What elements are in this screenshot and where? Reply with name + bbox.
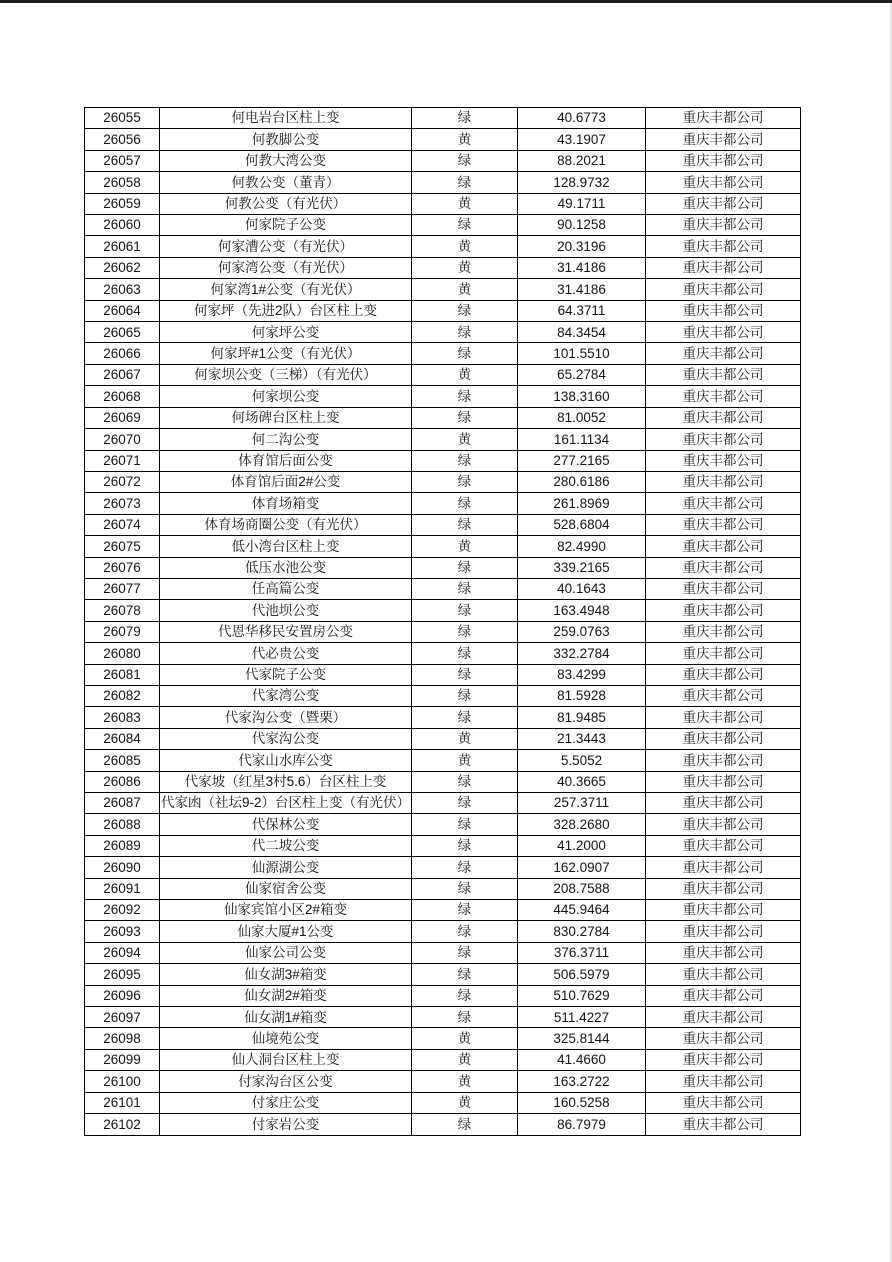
value-cell: 40.3665	[518, 771, 646, 792]
name-cell: 体育馆后面公变	[160, 450, 412, 471]
value-cell: 163.2722	[518, 1071, 646, 1092]
value-cell: 162.0907	[518, 857, 646, 878]
name-cell: 代池坝公变	[160, 600, 412, 621]
name-cell: 低压水池公变	[160, 557, 412, 578]
row-id-cell: 26072	[85, 471, 160, 492]
company-cell: 重庆丰都公司	[646, 900, 801, 921]
value-cell: 325.8144	[518, 1028, 646, 1049]
table-row	[85, 985, 801, 1006]
status-cell: 绿	[412, 1114, 518, 1135]
name-cell: 何教公变（有光伏）	[160, 193, 412, 214]
value-cell: 528.6804	[518, 514, 646, 535]
company-cell: 重庆丰都公司	[646, 172, 801, 193]
status-cell: 绿	[412, 450, 518, 471]
company-cell: 重庆丰都公司	[646, 450, 801, 471]
name-cell: 何家坪公变	[160, 322, 412, 343]
table-row	[85, 193, 801, 214]
value-cell: 445.9464	[518, 900, 646, 921]
company-cell: 重庆丰都公司	[646, 407, 801, 428]
status-cell: 绿	[412, 835, 518, 856]
name-cell: 仙人洞台区柱上变	[160, 1049, 412, 1070]
company-cell: 重庆丰都公司	[646, 1114, 801, 1135]
row-id-cell: 26078	[85, 600, 160, 621]
table-row	[85, 793, 801, 814]
row-id-cell: 26055	[85, 108, 160, 129]
value-cell: 830.2784	[518, 921, 646, 942]
value-cell: 31.4186	[518, 279, 646, 300]
table-row	[85, 1092, 801, 1113]
row-id-cell: 26098	[85, 1028, 160, 1049]
name-cell: 低小湾台区柱上变	[160, 536, 412, 557]
name-cell: 仙女湖1#箱变	[160, 1007, 412, 1028]
table-row	[85, 900, 801, 921]
table-row	[85, 471, 801, 492]
name-cell: 仙境苑公变	[160, 1028, 412, 1049]
row-id-cell: 26090	[85, 857, 160, 878]
name-cell: 代家沟公变	[160, 728, 412, 749]
status-cell: 绿	[412, 921, 518, 942]
table-row	[85, 621, 801, 642]
value-cell: 31.4186	[518, 257, 646, 278]
table-row	[85, 386, 801, 407]
status-cell: 绿	[412, 878, 518, 899]
value-cell: 280.6186	[518, 471, 646, 492]
status-cell: 绿	[412, 108, 518, 129]
value-cell: 128.9732	[518, 172, 646, 193]
table-row	[85, 279, 801, 300]
status-cell: 绿	[412, 793, 518, 814]
table-row	[85, 921, 801, 942]
name-cell: 付家庄公变	[160, 1092, 412, 1113]
company-cell: 重庆丰都公司	[646, 578, 801, 599]
company-cell: 重庆丰都公司	[646, 1071, 801, 1092]
table-row	[85, 814, 801, 835]
status-cell: 绿	[412, 900, 518, 921]
row-id-cell: 26057	[85, 150, 160, 171]
name-cell: 仙家宿舍公变	[160, 878, 412, 899]
value-cell: 163.4948	[518, 600, 646, 621]
row-id-cell: 26095	[85, 964, 160, 985]
company-cell: 重庆丰都公司	[646, 429, 801, 450]
row-id-cell: 26058	[85, 172, 160, 193]
row-id-cell: 26094	[85, 942, 160, 963]
status-cell: 绿	[412, 643, 518, 664]
value-cell: 90.1258	[518, 215, 646, 236]
value-cell: 49.1711	[518, 193, 646, 214]
table-row	[85, 300, 801, 321]
value-cell: 506.5979	[518, 964, 646, 985]
value-cell: 65.2784	[518, 364, 646, 385]
company-cell: 重庆丰都公司	[646, 536, 801, 557]
row-id-cell: 26101	[85, 1092, 160, 1113]
name-cell: 代保林公变	[160, 814, 412, 835]
status-cell: 绿	[412, 857, 518, 878]
value-cell: 161.1134	[518, 429, 646, 450]
company-cell: 重庆丰都公司	[646, 814, 801, 835]
value-cell: 83.4299	[518, 664, 646, 685]
row-id-cell: 26062	[85, 257, 160, 278]
row-id-cell: 26087	[85, 793, 160, 814]
company-cell: 重庆丰都公司	[646, 471, 801, 492]
status-cell: 黄	[412, 1071, 518, 1092]
value-cell: 88.2021	[518, 150, 646, 171]
company-cell: 重庆丰都公司	[646, 942, 801, 963]
table-row	[85, 643, 801, 664]
company-cell: 重庆丰都公司	[646, 1007, 801, 1028]
row-id-cell: 26097	[85, 1007, 160, 1028]
status-cell: 绿	[412, 343, 518, 364]
table-row	[85, 942, 801, 963]
name-cell: 体育场箱变	[160, 493, 412, 514]
row-id-cell: 26060	[85, 215, 160, 236]
row-id-cell: 26081	[85, 664, 160, 685]
row-id-cell: 26074	[85, 514, 160, 535]
name-cell: 何家湾1#公变（有光伏）	[160, 279, 412, 300]
value-cell: 160.5258	[518, 1092, 646, 1113]
name-cell: 何教公变（董青）	[160, 172, 412, 193]
value-cell: 20.3196	[518, 236, 646, 257]
value-cell: 41.2000	[518, 835, 646, 856]
table-row	[85, 536, 801, 557]
row-id-cell: 26091	[85, 878, 160, 899]
row-id-cell: 26063	[85, 279, 160, 300]
value-cell: 5.5052	[518, 750, 646, 771]
table-row	[85, 343, 801, 364]
table-row	[85, 557, 801, 578]
company-cell: 重庆丰都公司	[646, 664, 801, 685]
company-cell: 重庆丰都公司	[646, 557, 801, 578]
company-cell: 重庆丰都公司	[646, 108, 801, 129]
company-cell: 重庆丰都公司	[646, 921, 801, 942]
name-cell: 何电岩台区柱上变	[160, 108, 412, 129]
company-cell: 重庆丰都公司	[646, 878, 801, 899]
table-row	[85, 236, 801, 257]
row-id-cell: 26075	[85, 536, 160, 557]
value-cell: 41.4660	[518, 1049, 646, 1070]
name-cell: 何家漕公变（有光伏）	[160, 236, 412, 257]
company-cell: 重庆丰都公司	[646, 322, 801, 343]
row-id-cell: 26088	[85, 814, 160, 835]
value-cell: 81.0052	[518, 407, 646, 428]
value-cell: 101.5510	[518, 343, 646, 364]
row-id-cell: 26099	[85, 1049, 160, 1070]
row-id-cell: 26093	[85, 921, 160, 942]
name-cell: 仙家公司公变	[160, 942, 412, 963]
name-cell: 代二坡公变	[160, 835, 412, 856]
row-id-cell: 26065	[85, 322, 160, 343]
table-row	[85, 1114, 801, 1135]
name-cell: 付家岩公变	[160, 1114, 412, 1135]
company-cell: 重庆丰都公司	[646, 728, 801, 749]
table-row	[85, 108, 801, 129]
table-row	[85, 600, 801, 621]
row-id-cell: 26059	[85, 193, 160, 214]
transformer-table	[84, 107, 801, 1136]
status-cell: 绿	[412, 215, 518, 236]
name-cell: 何家院子公变	[160, 215, 412, 236]
status-cell: 黄	[412, 236, 518, 257]
row-id-cell: 26064	[85, 300, 160, 321]
table-row	[85, 964, 801, 985]
table-row	[85, 750, 801, 771]
company-cell: 重庆丰都公司	[646, 750, 801, 771]
table-row	[85, 1028, 801, 1049]
status-cell: 黄	[412, 1028, 518, 1049]
status-cell: 绿	[412, 664, 518, 685]
table-row	[85, 878, 801, 899]
row-id-cell: 26069	[85, 407, 160, 428]
status-cell: 绿	[412, 407, 518, 428]
company-cell: 重庆丰都公司	[646, 386, 801, 407]
status-cell: 黄	[412, 279, 518, 300]
company-cell: 重庆丰都公司	[646, 793, 801, 814]
status-cell: 绿	[412, 1007, 518, 1028]
name-cell: 何家湾公变（有光伏）	[160, 257, 412, 278]
value-cell: 84.3454	[518, 322, 646, 343]
value-cell: 82.4990	[518, 536, 646, 557]
name-cell: 何家坝公变（三梯）（有光伏）	[160, 364, 412, 385]
table-row	[85, 364, 801, 385]
value-cell: 40.1643	[518, 578, 646, 599]
company-cell: 重庆丰都公司	[646, 343, 801, 364]
value-cell: 81.9485	[518, 707, 646, 728]
company-cell: 重庆丰都公司	[646, 985, 801, 1006]
name-cell: 仙家宾馆小区2#箱变	[160, 900, 412, 921]
status-cell: 绿	[412, 814, 518, 835]
company-cell: 重庆丰都公司	[646, 771, 801, 792]
table-row	[85, 322, 801, 343]
table-row	[85, 664, 801, 685]
name-cell: 仙女湖3#箱变	[160, 964, 412, 985]
table-row	[85, 514, 801, 535]
row-id-cell: 26061	[85, 236, 160, 257]
company-cell: 重庆丰都公司	[646, 300, 801, 321]
name-cell: 代恩华移民安置房公变	[160, 621, 412, 642]
row-id-cell: 26067	[85, 364, 160, 385]
row-id-cell: 26085	[85, 750, 160, 771]
name-cell: 体育场商圈公变（有光伏）	[160, 514, 412, 535]
status-cell: 绿	[412, 300, 518, 321]
name-cell: 何家坪#1公变（有光伏）	[160, 343, 412, 364]
name-cell: 体育馆后面2#公变	[160, 471, 412, 492]
table-row	[85, 129, 801, 150]
company-cell: 重庆丰都公司	[646, 600, 801, 621]
name-cell: 付家沟台区公变	[160, 1071, 412, 1092]
value-cell: 40.6773	[518, 108, 646, 129]
status-cell: 绿	[412, 514, 518, 535]
value-cell: 277.2165	[518, 450, 646, 471]
value-cell: 257.3711	[518, 793, 646, 814]
company-cell: 重庆丰都公司	[646, 1092, 801, 1113]
row-id-cell: 26077	[85, 578, 160, 599]
row-id-cell: 26089	[85, 835, 160, 856]
status-cell: 绿	[412, 685, 518, 706]
row-id-cell: 26080	[85, 643, 160, 664]
table-row	[85, 172, 801, 193]
table-row	[85, 857, 801, 878]
row-id-cell: 26083	[85, 707, 160, 728]
row-id-cell: 26071	[85, 450, 160, 471]
status-cell: 黄	[412, 129, 518, 150]
value-cell: 43.1907	[518, 129, 646, 150]
table-row	[85, 1007, 801, 1028]
status-cell: 绿	[412, 578, 518, 599]
name-cell: 何家坪（先进2队）台区柱上变	[160, 300, 412, 321]
top-edge-line	[0, 0, 892, 3]
company-cell: 重庆丰都公司	[646, 514, 801, 535]
company-cell: 重庆丰都公司	[646, 1049, 801, 1070]
company-cell: 重庆丰都公司	[646, 643, 801, 664]
row-id-cell: 26084	[85, 728, 160, 749]
status-cell: 黄	[412, 1049, 518, 1070]
company-cell: 重庆丰都公司	[646, 1028, 801, 1049]
row-id-cell: 26056	[85, 129, 160, 150]
status-cell: 黄	[412, 536, 518, 557]
status-cell: 绿	[412, 985, 518, 1006]
name-cell: 仙家大厦#1公变	[160, 921, 412, 942]
status-cell: 绿	[412, 707, 518, 728]
name-cell: 何场碑台区柱上变	[160, 407, 412, 428]
row-id-cell: 26086	[85, 771, 160, 792]
name-cell: 何家坝公变	[160, 386, 412, 407]
value-cell: 259.0763	[518, 621, 646, 642]
status-cell: 黄	[412, 728, 518, 749]
status-cell: 黄	[412, 750, 518, 771]
name-cell: 代必贵公变	[160, 643, 412, 664]
row-id-cell: 26092	[85, 900, 160, 921]
row-id-cell: 26076	[85, 557, 160, 578]
company-cell: 重庆丰都公司	[646, 129, 801, 150]
table-row	[85, 493, 801, 514]
value-cell: 261.8969	[518, 493, 646, 514]
status-cell: 绿	[412, 942, 518, 963]
status-cell: 绿	[412, 471, 518, 492]
name-cell: 仙女湖2#箱变	[160, 985, 412, 1006]
row-id-cell: 26066	[85, 343, 160, 364]
table-row	[85, 215, 801, 236]
table-row	[85, 150, 801, 171]
table-row	[85, 771, 801, 792]
table-row	[85, 257, 801, 278]
name-cell: 任高篇公变	[160, 578, 412, 599]
company-cell: 重庆丰都公司	[646, 707, 801, 728]
row-id-cell: 26096	[85, 985, 160, 1006]
value-cell: 510.7629	[518, 985, 646, 1006]
value-cell: 64.3711	[518, 300, 646, 321]
name-cell: 何教大湾公变	[160, 150, 412, 171]
row-id-cell: 26070	[85, 429, 160, 450]
status-cell: 绿	[412, 557, 518, 578]
company-cell: 重庆丰都公司	[646, 364, 801, 385]
status-cell: 绿	[412, 621, 518, 642]
status-cell: 黄	[412, 257, 518, 278]
table-row	[85, 578, 801, 599]
name-cell: 仙源湖公变	[160, 857, 412, 878]
status-cell: 绿	[412, 386, 518, 407]
name-cell: 何教脚公变	[160, 129, 412, 150]
value-cell: 511.4227	[518, 1007, 646, 1028]
table-row	[85, 685, 801, 706]
value-cell: 208.7588	[518, 878, 646, 899]
value-cell: 339.2165	[518, 557, 646, 578]
company-cell: 重庆丰都公司	[646, 150, 801, 171]
table-row	[85, 450, 801, 471]
status-cell: 绿	[412, 172, 518, 193]
status-cell: 绿	[412, 493, 518, 514]
company-cell: 重庆丰都公司	[646, 493, 801, 514]
company-cell: 重庆丰都公司	[646, 279, 801, 300]
name-cell: 何二沟公变	[160, 429, 412, 450]
value-cell: 21.3443	[518, 728, 646, 749]
row-id-cell: 26079	[85, 621, 160, 642]
table-row	[85, 1049, 801, 1070]
value-cell: 138.3160	[518, 386, 646, 407]
company-cell: 重庆丰都公司	[646, 621, 801, 642]
company-cell: 重庆丰都公司	[646, 685, 801, 706]
status-cell: 黄	[412, 193, 518, 214]
row-id-cell: 26068	[85, 386, 160, 407]
name-cell: 代家凼（社坛9-2）台区柱上变（有光伏）	[160, 793, 412, 814]
name-cell: 代家湾公变	[160, 685, 412, 706]
name-cell: 代家院子公变	[160, 664, 412, 685]
table-row	[85, 1071, 801, 1092]
value-cell: 376.3711	[518, 942, 646, 963]
table-row	[85, 407, 801, 428]
status-cell: 黄	[412, 429, 518, 450]
status-cell: 绿	[412, 322, 518, 343]
status-cell: 绿	[412, 771, 518, 792]
company-cell: 重庆丰都公司	[646, 236, 801, 257]
row-id-cell: 26100	[85, 1071, 160, 1092]
name-cell: 代家山水库公变	[160, 750, 412, 771]
table-row	[85, 707, 801, 728]
table-row	[85, 429, 801, 450]
company-cell: 重庆丰都公司	[646, 964, 801, 985]
value-cell: 81.5928	[518, 685, 646, 706]
value-cell: 332.2784	[518, 643, 646, 664]
name-cell: 代家坡（红星3村5.6）台区柱上变	[160, 771, 412, 792]
table-body	[85, 108, 801, 1136]
company-cell: 重庆丰都公司	[646, 215, 801, 236]
row-id-cell: 26102	[85, 1114, 160, 1135]
status-cell: 黄	[412, 1092, 518, 1113]
value-cell: 86.7979	[518, 1114, 646, 1135]
status-cell: 黄	[412, 364, 518, 385]
value-cell: 328.2680	[518, 814, 646, 835]
company-cell: 重庆丰都公司	[646, 193, 801, 214]
row-id-cell: 26082	[85, 685, 160, 706]
table-row	[85, 728, 801, 749]
row-id-cell: 26073	[85, 493, 160, 514]
name-cell: 代家沟公变（暨栗）	[160, 707, 412, 728]
company-cell: 重庆丰都公司	[646, 835, 801, 856]
table-row	[85, 835, 801, 856]
status-cell: 绿	[412, 150, 518, 171]
status-cell: 绿	[412, 964, 518, 985]
status-cell: 绿	[412, 600, 518, 621]
company-cell: 重庆丰都公司	[646, 857, 801, 878]
company-cell: 重庆丰都公司	[646, 257, 801, 278]
